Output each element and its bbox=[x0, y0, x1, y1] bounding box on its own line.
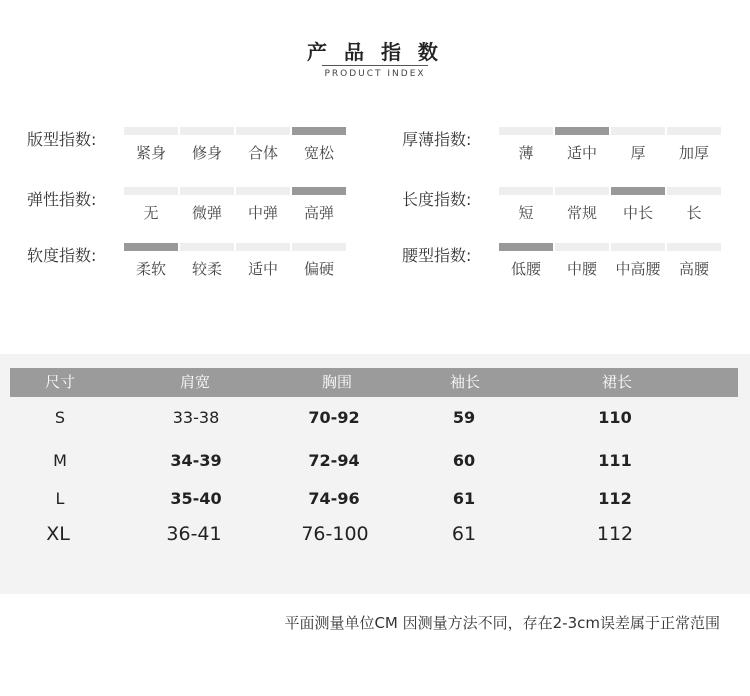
fit-index-option bbox=[124, 127, 178, 163]
cell-bust: 74-96 bbox=[308, 489, 360, 508]
elasticity-index-option bbox=[124, 187, 178, 223]
cell-sleeve: 61 bbox=[452, 489, 476, 508]
level-bar bbox=[555, 187, 609, 195]
table-row bbox=[0, 405, 750, 431]
softness-index-option bbox=[292, 243, 346, 279]
level-bar bbox=[124, 187, 178, 195]
cell-sleeve: 61 bbox=[451, 523, 477, 545]
cell-skirt-length: 111 bbox=[598, 451, 632, 470]
cell-size: S bbox=[54, 408, 66, 427]
table-row bbox=[0, 448, 750, 474]
level-bar bbox=[667, 187, 721, 195]
header-sleeve: 袖长 bbox=[449, 373, 480, 391]
softness-index-option bbox=[124, 243, 178, 279]
length-index-option bbox=[499, 187, 553, 223]
thickness-index-option bbox=[499, 127, 553, 163]
option-label: 中高腰 bbox=[615, 260, 661, 278]
fit-index-option bbox=[236, 127, 290, 163]
thickness-index-label: 厚薄指数: bbox=[402, 130, 472, 149]
length-index-option bbox=[555, 187, 609, 223]
size-table-panel bbox=[0, 354, 750, 594]
option-label: 厚 bbox=[630, 144, 646, 162]
option-label: 加厚 bbox=[678, 144, 709, 162]
cell-shoulder: 35-40 bbox=[170, 489, 222, 508]
option-label: 中腰 bbox=[566, 260, 597, 278]
level-bar bbox=[236, 127, 290, 135]
selected-level-bar bbox=[292, 127, 346, 135]
page-subtitle: PRODUCT INDEX bbox=[324, 69, 426, 79]
cell-size: M bbox=[53, 451, 67, 470]
level-bar bbox=[611, 243, 665, 251]
option-label: 薄 bbox=[518, 144, 534, 162]
cell-shoulder: 36-41 bbox=[166, 523, 222, 545]
level-bar bbox=[667, 243, 721, 251]
level-bar bbox=[667, 127, 721, 135]
softness-index-option bbox=[180, 243, 234, 279]
fit-index-label: 版型指数: bbox=[27, 130, 97, 149]
waist-index-option bbox=[499, 243, 553, 279]
option-label: 适中 bbox=[566, 144, 597, 162]
level-bar bbox=[180, 127, 234, 135]
selected-level-bar bbox=[292, 187, 346, 195]
cell-skirt-length: 110 bbox=[598, 408, 632, 427]
option-label: 中长 bbox=[622, 204, 653, 222]
option-label: 常规 bbox=[566, 204, 597, 222]
cell-sleeve: 60 bbox=[452, 451, 476, 470]
option-label: 适中 bbox=[247, 260, 278, 278]
fit-index-option bbox=[180, 127, 234, 163]
option-label: 低腰 bbox=[510, 260, 541, 278]
elasticity-index-option bbox=[236, 187, 290, 223]
header-skirt-length: 裙长 bbox=[601, 373, 632, 391]
length-index-label: 长度指数: bbox=[402, 190, 472, 209]
length-index bbox=[402, 187, 732, 227]
waist-index-label: 腰型指数: bbox=[402, 246, 472, 265]
level-bar bbox=[180, 187, 234, 195]
option-label: 高弹 bbox=[303, 204, 334, 222]
waist-index-option bbox=[555, 243, 609, 279]
thickness-index-option bbox=[667, 127, 721, 163]
length-index-option bbox=[667, 187, 721, 223]
softness-index-label: 软度指数: bbox=[27, 246, 97, 265]
option-label: 微弹 bbox=[191, 204, 222, 222]
cell-size: XL bbox=[46, 523, 70, 545]
softness-index bbox=[27, 243, 357, 283]
table-row bbox=[0, 486, 750, 512]
measurement-footnote: 平面测量单位CM 因测量方法不同，存在2-3cm误差属于正常范围 bbox=[284, 614, 720, 632]
cell-size: L bbox=[55, 489, 65, 508]
length-index-option bbox=[611, 187, 665, 223]
option-label: 偏硬 bbox=[303, 260, 334, 278]
waist-index-option bbox=[611, 243, 665, 279]
selected-level-bar bbox=[611, 187, 665, 195]
cell-skirt-length: 112 bbox=[596, 523, 634, 545]
level-bar bbox=[236, 187, 290, 195]
selected-level-bar bbox=[124, 243, 178, 251]
cell-bust: 70-92 bbox=[308, 408, 360, 427]
option-label: 中弹 bbox=[247, 204, 278, 222]
level-bar bbox=[124, 127, 178, 135]
cell-shoulder: 33-38 bbox=[172, 408, 220, 427]
cell-shoulder: 34-39 bbox=[170, 451, 222, 470]
option-label: 修身 bbox=[191, 144, 222, 162]
level-bar bbox=[236, 243, 290, 251]
thickness-index-option bbox=[555, 127, 609, 163]
waist-index bbox=[402, 243, 732, 283]
level-bar bbox=[180, 243, 234, 251]
selected-level-bar bbox=[555, 127, 609, 135]
option-label: 较柔 bbox=[191, 260, 222, 278]
header-bust: 胸围 bbox=[321, 373, 352, 391]
level-bar bbox=[499, 187, 553, 195]
option-label: 柔软 bbox=[135, 260, 166, 278]
size-table-header bbox=[10, 368, 738, 397]
option-label: 紧身 bbox=[135, 144, 166, 162]
header-size: 尺寸 bbox=[44, 373, 75, 391]
elasticity-index-option bbox=[180, 187, 234, 223]
fit-index bbox=[27, 127, 357, 167]
option-label: 短 bbox=[518, 204, 534, 222]
level-bar bbox=[499, 127, 553, 135]
selected-level-bar bbox=[499, 243, 553, 251]
elasticity-index bbox=[27, 187, 357, 227]
thickness-index bbox=[402, 127, 732, 167]
elasticity-index-label: 弹性指数: bbox=[27, 190, 97, 209]
cell-skirt-length: 112 bbox=[598, 489, 632, 508]
fit-index-option bbox=[292, 127, 346, 163]
option-label: 长 bbox=[686, 204, 702, 222]
option-label: 宽松 bbox=[303, 144, 334, 162]
level-bar bbox=[555, 243, 609, 251]
waist-index-option bbox=[667, 243, 721, 279]
cell-bust: 76-100 bbox=[301, 523, 369, 545]
option-label: 高腰 bbox=[678, 260, 709, 278]
option-label: 合体 bbox=[247, 144, 278, 162]
thickness-index-option bbox=[611, 127, 665, 163]
table-row bbox=[0, 521, 750, 547]
page-title: 产 品 指 数 bbox=[307, 40, 443, 64]
level-bar bbox=[292, 243, 346, 251]
level-bar bbox=[611, 127, 665, 135]
softness-index-option bbox=[236, 243, 290, 279]
header-shoulder: 肩宽 bbox=[179, 373, 210, 391]
option-label: 无 bbox=[143, 204, 159, 222]
cell-bust: 72-94 bbox=[308, 451, 360, 470]
elasticity-index-option bbox=[292, 187, 346, 223]
title-rule bbox=[322, 65, 428, 66]
cell-sleeve: 59 bbox=[452, 408, 476, 427]
